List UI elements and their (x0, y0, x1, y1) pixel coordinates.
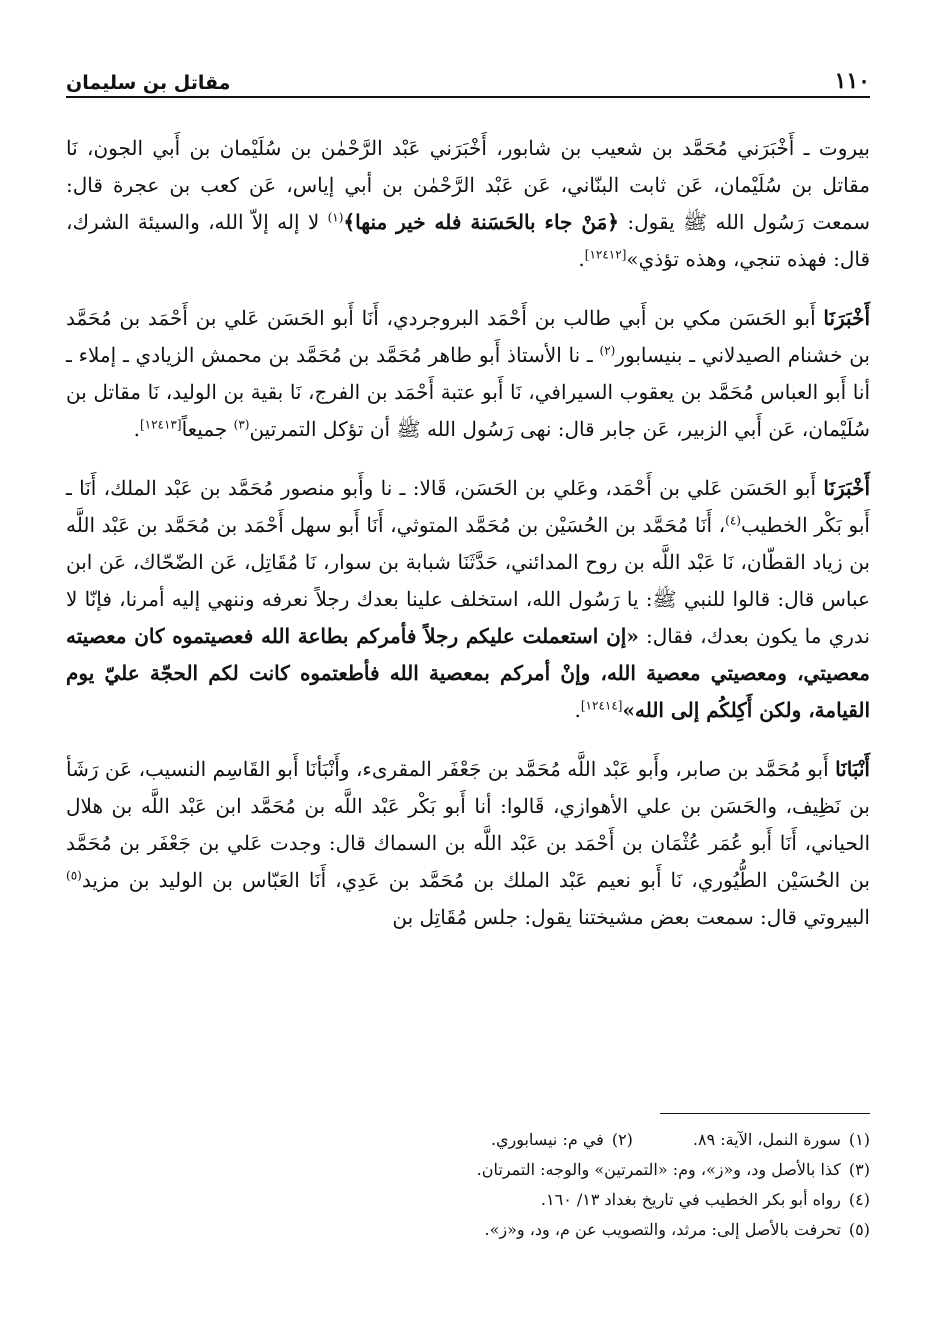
footnote-row (66, 1155, 870, 1185)
footnote-number: (٥) (848, 1220, 870, 1239)
paragraph-end: . (574, 698, 581, 722)
footnote-1 (693, 1125, 870, 1155)
footnote-text: في م: نيسابوري. (490, 1130, 604, 1149)
footnote-text: كذا بالأصل ود، و«ز»، وم: «التمرتين» والوجه: التمرتان. (476, 1160, 841, 1179)
paragraph-end: . (578, 247, 585, 271)
paragraph-3 (66, 470, 870, 729)
footnote-number: (٣) (848, 1160, 870, 1179)
paragraph-1 (66, 130, 870, 278)
footnote-5 (485, 1215, 870, 1245)
footnote-number: (٢) (611, 1130, 633, 1149)
footnote-row (66, 1215, 870, 1245)
main-text (66, 130, 870, 958)
footnote-3 (477, 1155, 870, 1185)
footnote-number: (١) (848, 1130, 870, 1149)
footnote-ref: (٤) (725, 513, 741, 528)
running-header (66, 58, 870, 94)
header-divider (66, 96, 870, 98)
footnote-4 (541, 1185, 870, 1215)
paragraph-lead: أَخْبَرَنَا (823, 476, 870, 500)
paragraph-text: أَبو مُحَمَّد بن صابر، وأَبو عَبْد اللَّه مُحَمَّد بن جَعْفَر المقرىء، وأَنْبَأنَا أَبو القَاسِم النسيب، عَن رَشَأ بن نَظِيف، والحَسَن بن علي الأهوازي، قَالوا: أنا أَبو بَكْر عَبْد اللَّه بن مُحَمَّد ابن عَبْد اللَّه بن هلال الحياني، أَنَا أَبو عُمَر عُثْمَان بن أَحْمَد بن عَبْد اللَّه بن السماك قال: وجدت عَلي بن جَعْفَر بن مُحَمَّد بن الحُسَيْن الطُّيُوري، نَا أَبو نعيم عَبْد الملك بن مُحَمَّد بن عَدِي، أَنَا العَبّاس بن الوليد بن مزيد (66, 757, 870, 892)
footnote-ref: (٢) (599, 343, 616, 358)
paragraph-text: أَبو الحَسَن عَلي بن أَحْمَد، وعَلي بن الحَسَن، قَالا: ـ نا وأَبو منصور مُحَمَّد بن عَبْد الملك، أَنَا ـ أَبو بَكْر الخطيب (66, 476, 870, 537)
footnote-number: (٤) (848, 1190, 870, 1209)
paragraph-2 (66, 300, 870, 448)
hadith-number: [١٢٤١٤] (580, 698, 623, 713)
footnote-ref: (٥) (66, 868, 82, 883)
paragraph-text: البيروتي قال: سمعت بعض مشيختنا يقول: جلس مُقَاتِل بن (392, 905, 870, 929)
footnote-text: تحرفت بالأصل إلى: مرثد، والتصويب عن م، ود، و«ز». (484, 1220, 841, 1239)
hadith-number: [١٢٤١٣] (139, 417, 182, 432)
paragraph-text: ـ نا الأستاذ أَبو طاهر مُحَمَّد بن مُحَمَّد بن محمش الزيادي ـ إملاء ـ أنا أَبو العباس مُحَمَّد بن يعقوب السيرافي، نَا أَبو عتبة أَحْمَد بن الفرج، نَا بقية بن الوليد، نَا مقاتل بن سُلَيْمان، عَن أَبي الزبير، عَن جابر قال: نهى رَسُول الله ﷺ أن تؤكل التمرتين (66, 343, 870, 441)
paragraph-end: . (133, 417, 140, 441)
paragraph-text: أَبو الحَسَن مكي بن أَبي طالب بن أَحْمَد البروجردي، أَنَا أَبو الحَسَن عَلي بن أَحْمَد بن مُحَمَّد بن خشنام الصيدلاني ـ بنيسابور (66, 306, 870, 367)
footnotes (66, 1125, 870, 1245)
quran-quote: ﴿مَنْ جاء بالحَسَنة فله خير منها﴾ (343, 210, 620, 234)
paragraph-4 (66, 751, 870, 936)
paragraph-lead: أَخْبَرَنَا (823, 306, 870, 330)
footnote-2 (491, 1125, 633, 1155)
footnote-text: سورة النمل، الآية: ٨٩. (692, 1130, 841, 1149)
paragraph-text: بيروت ـ أَخْبَرَني مُحَمَّد بن شعيب بن شابور، أَخْبَرَني عَبْد الرَّحْمٰن بن سُلَيْمان بن أَبي الجون، نَا مقاتل بن سُلَيْمان، عَن ثابت البنّاني، عَن عَبْد الرَّحْمٰن بن أبي إياس، عَن كعب بن عجرة قال: سمعت رَسُول الله ﷺ يقول: (66, 136, 870, 234)
paragraph-text: جميعاً (181, 417, 234, 441)
book-title: مقاتل بن سليمان (66, 72, 231, 94)
footnote-text: رواه أبو بكر الخطيب في تاريخ بغداد ١٣/ ١٦٠. (540, 1190, 841, 1209)
page-number: ١١٠ (834, 68, 870, 94)
footnote-ref: (٣) (233, 417, 250, 432)
hadith-quote: «إن استعملت عليكم رجلاً فأمركم بطاعة الله فعصيتموه كان معصيته معصيتي، ومعصيتي معصية الله، وإنْ أمركم بمعصية الله فأطعتموه كانت لكم الحجّة عليّ يوم القيامة، ولكن أَكِلكُم إلى الله» (66, 624, 870, 722)
footnote-divider (660, 1113, 870, 1114)
footnote-ref: (١) (327, 210, 344, 225)
footnote-row (66, 1185, 870, 1215)
paragraph-text: ، أَنَا مُحَمَّد بن الحُسَيْن بن مُحَمَّد المتوثي، أَنَا أَبو سهل أَحْمَد بن مُحَمَّد بن عَبْد اللَّه بن زياد القطّان، نَا عَبْد اللَّه بن روح المدائني، حَدَّثَنَا شبابة بن سوار، نَا مُقَاتِل، عَن الضّحّاك، عَن ابن عباس قال: قالوا للنبي ﷺ: يا رَسُول الله، استخلف علينا بعدك رجلاً نعرفه وننهي إليه أمرنا، فإنّا لا ندري ما يكون بعدك، فقال: (66, 513, 871, 648)
paragraph-lead: أَنْبَانَا (835, 757, 870, 781)
footnote-row (66, 1125, 870, 1155)
hadith-number: [١٢٤١٢] (584, 247, 627, 262)
paragraph-text: لا إله إلاّ الله، والسيئة الشرك، قال: فهذه تنجي، وهذه تؤذي» (66, 210, 870, 271)
